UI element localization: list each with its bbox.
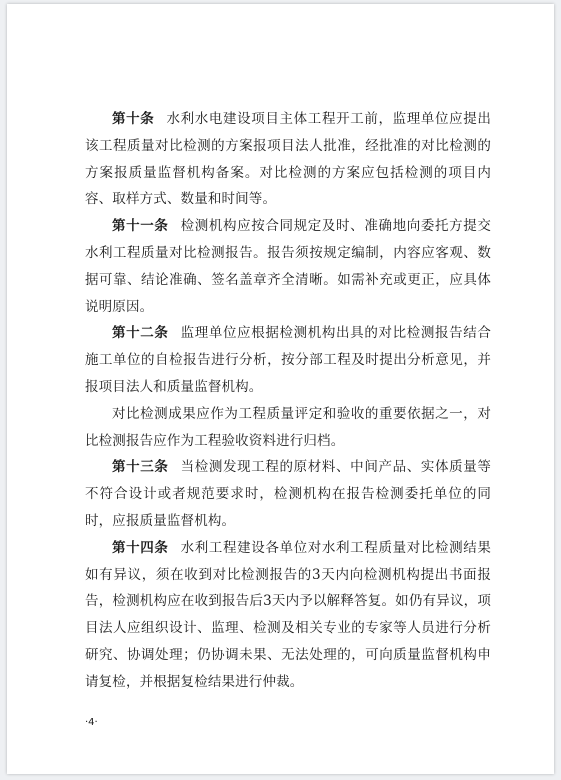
article-number: 第十三条 <box>112 459 169 476</box>
article-number: 第十四条 <box>112 539 169 556</box>
article-10-paragraph <box>85 106 491 213</box>
page-number: ·4· <box>85 717 98 728</box>
article-number: 第十条 <box>112 111 155 127</box>
article-text: 监理单位应根据检测机构出具的对比检测报告结合施工单位的自检报告进行分析，按分部工程及时提出分析意见，并报项目法人和质量监督机构。 <box>85 325 491 395</box>
article-13-paragraph <box>85 454 491 534</box>
document-body <box>85 106 491 696</box>
article-14-paragraph <box>85 535 491 696</box>
article-text: 水利工程建设各单位对水利工程质量对比检测结果如有异议，须在收到对比检测报告的3天内向检测机构提出书面报告，检测机构应在收到报告后3天内予以解释答复。如仍有异议，项目法人应组织设计、监理、检测及相关专业的专家等人员进行分析研究、协调处理；仍协调未果、无法处理的，可向质量监督机构申请复检，并根据复检结果进行仲裁。 <box>85 539 491 690</box>
article-11-paragraph <box>85 213 491 320</box>
article-number: 第十二条 <box>112 325 169 342</box>
article-12-continuation-paragraph <box>85 401 491 455</box>
article-text: 对比检测成果应作为工程质量评定和验收的重要依据之一，对比检测报告应作为工程验收资料进行归档。 <box>85 405 491 449</box>
article-text: 检测机构应按合同规定及时、准确地向委托方提交水利工程质量对比检测报告。报告须按规定编制，内容应客观、数据可靠、结论准确、签名盖章齐全清晰。如需补充或更正，应具体说明原因。 <box>85 218 491 315</box>
article-number: 第十一条 <box>112 218 169 235</box>
article-text: 当检测发现工程的原材料、中间产品、实体质量等不符合设计或者规范要求时，检测机构在报告检测委托单位的同时，应报质量监督机构。 <box>85 459 491 529</box>
article-12-paragraph <box>85 320 491 400</box>
document-page <box>7 4 554 774</box>
article-text: 水利水电建设项目主体工程开工前，监理单位应提出该工程质量对比检测的方案报项目法人批准，经批准的对比检测的方案报质量监督机构备案。对比检测的方案应包括检测的项目内容、取样方式、数量和时间等。 <box>85 111 491 208</box>
